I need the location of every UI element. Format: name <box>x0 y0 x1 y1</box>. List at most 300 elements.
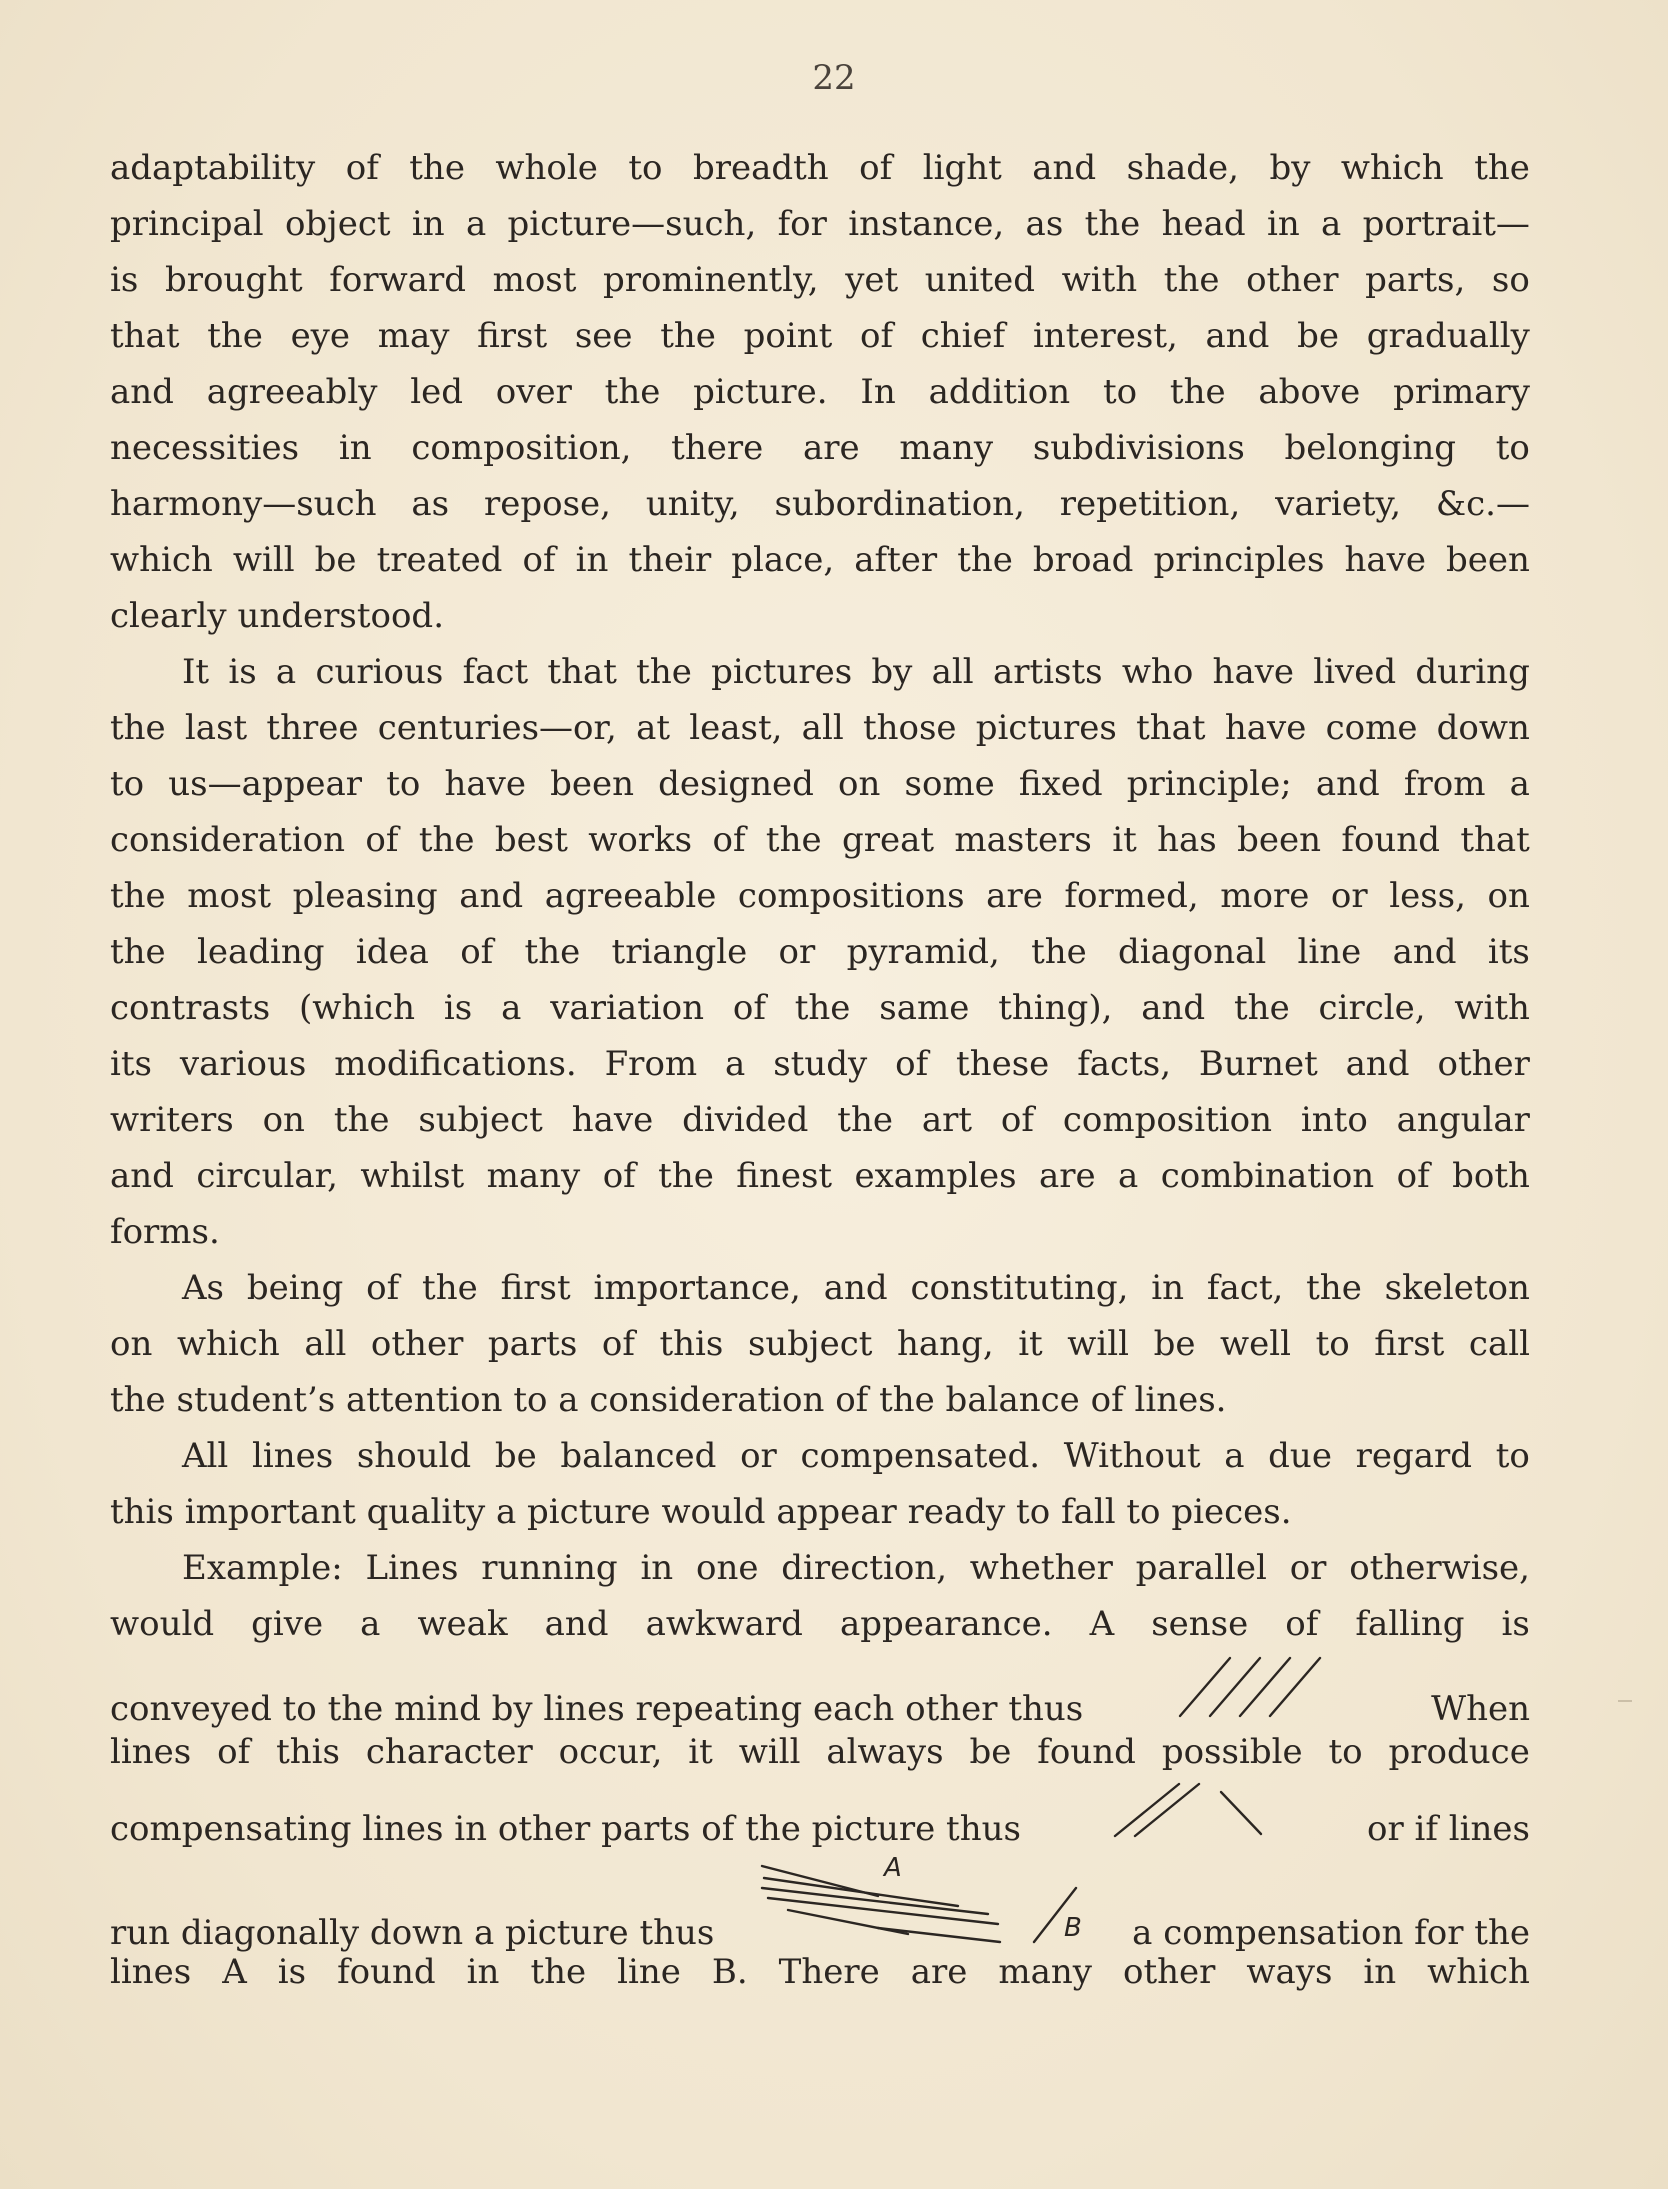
word: balanced <box>560 1436 717 1476</box>
word: the <box>636 652 692 692</box>
word: it <box>1112 820 1137 860</box>
word: due <box>1268 1436 1332 1476</box>
figure-line-diagonal <box>110 1852 1530 1953</box>
word: this <box>276 1732 340 1772</box>
text-segment: a compensation for the <box>1132 1913 1530 1953</box>
word: principles <box>1153 540 1325 580</box>
word: of <box>1285 1604 1319 1644</box>
word: a <box>725 1044 746 1084</box>
word: the <box>530 1952 587 1992</box>
text-line <box>110 476 1530 532</box>
word: fact <box>462 652 529 692</box>
word: a <box>1118 1156 1139 1196</box>
word: is <box>277 1952 307 1992</box>
word: the <box>110 708 166 748</box>
text-line <box>110 700 1530 756</box>
word: finest <box>736 1156 833 1196</box>
word: art <box>921 1100 973 1140</box>
word: subordination, <box>774 484 1025 524</box>
word: it <box>1018 1324 1043 1364</box>
word: belonging <box>1284 428 1456 468</box>
word: see <box>574 316 633 356</box>
word: idea <box>355 932 429 972</box>
word: and <box>1345 1044 1410 1084</box>
word: in <box>640 1548 674 1588</box>
word: the <box>1169 372 1226 412</box>
word: of <box>345 148 379 188</box>
word: is <box>1501 1604 1530 1644</box>
word: awkward <box>645 1604 803 1644</box>
word: of <box>365 820 399 860</box>
word: some <box>904 764 995 804</box>
word: of <box>859 148 893 188</box>
text-line <box>110 1260 1530 1316</box>
word: that <box>110 316 180 356</box>
text-line <box>110 1316 1530 1372</box>
word: many <box>899 428 994 468</box>
word: to <box>1102 372 1138 412</box>
word: character <box>365 1732 533 1772</box>
word: the <box>110 876 166 916</box>
word: or <box>1330 876 1368 916</box>
word: other <box>1122 1952 1216 1992</box>
word: subject <box>418 1100 543 1140</box>
word: of <box>712 820 746 860</box>
word: unity, <box>645 484 740 524</box>
word: always <box>826 1732 944 1772</box>
text-segment: run diagonally down a picture thus <box>110 1913 715 1953</box>
word: composition, <box>411 428 632 468</box>
word: Example: <box>182 1548 343 1588</box>
word: one <box>695 1548 759 1588</box>
word: so <box>1491 260 1530 300</box>
word: breadth <box>692 148 829 188</box>
word: direction, <box>781 1548 948 1588</box>
word: It <box>182 652 210 692</box>
word: other <box>1246 260 1339 300</box>
word: All <box>182 1436 229 1476</box>
word: been <box>1237 820 1321 860</box>
word: a <box>465 204 487 244</box>
word: a <box>1321 204 1342 244</box>
word: the <box>524 932 581 972</box>
word: the <box>207 316 263 356</box>
word: agreeably <box>206 372 378 412</box>
word: whether <box>969 1548 1113 1588</box>
word: found <box>1341 820 1440 860</box>
word: of <box>366 1268 400 1308</box>
word: in <box>411 204 445 244</box>
word: variation <box>550 988 704 1028</box>
text-line <box>110 532 1530 588</box>
word: head <box>1161 204 1246 244</box>
word: call <box>1468 1324 1530 1364</box>
word: various <box>179 1044 307 1084</box>
word: the <box>660 316 716 356</box>
word: variety, <box>1275 484 1402 524</box>
word: the <box>765 820 822 860</box>
word: subdivisions <box>1032 428 1245 468</box>
word: have <box>1344 540 1426 580</box>
word: of <box>1396 1156 1430 1196</box>
word: masters <box>954 820 1092 860</box>
word: the <box>1031 932 1087 972</box>
word: other <box>1437 1044 1530 1084</box>
word: the <box>333 1100 390 1140</box>
word: A <box>1089 1604 1115 1644</box>
word: of <box>217 1732 251 1772</box>
text-line <box>110 364 1530 420</box>
word: whilst <box>360 1156 465 1196</box>
word: or <box>740 1436 777 1476</box>
word: the <box>1163 260 1220 300</box>
word: to <box>386 764 421 804</box>
word: this <box>659 1324 724 1364</box>
word: a <box>1509 764 1530 804</box>
word: or <box>1289 1548 1327 1588</box>
word: best <box>494 820 568 860</box>
word: pictures <box>711 652 853 692</box>
word: have <box>1212 652 1295 692</box>
word: should <box>356 1436 472 1476</box>
word: most <box>492 260 577 300</box>
word: object <box>284 204 391 244</box>
text-line <box>110 1428 1530 1484</box>
word: eye <box>290 316 351 356</box>
word: examples <box>854 1156 1017 1196</box>
word: as <box>1025 204 1064 244</box>
word: the <box>604 372 661 412</box>
word: and <box>459 876 524 916</box>
word: possible <box>1161 1732 1303 1772</box>
paragraph-lines <box>110 140 1530 1652</box>
word: a <box>360 1604 381 1644</box>
word: which <box>110 540 213 580</box>
word: be <box>1153 1324 1196 1364</box>
word: principle; <box>1126 764 1292 804</box>
word: picture—such, <box>507 204 757 244</box>
word: been <box>1446 540 1530 580</box>
word: in <box>1363 1952 1397 1992</box>
word: In <box>860 372 896 412</box>
word: thing), <box>998 988 1113 1028</box>
word: Without <box>1063 1436 1201 1476</box>
word: as <box>411 484 450 524</box>
word: least, <box>689 708 783 748</box>
word: which <box>1340 148 1444 188</box>
word: (which <box>299 988 416 1028</box>
word: would <box>110 1604 215 1644</box>
word: are <box>1038 1156 1096 1196</box>
word: to <box>1315 1324 1350 1364</box>
word: first <box>500 1268 571 1308</box>
word: many <box>486 1156 581 1196</box>
word: united <box>924 260 1036 300</box>
text-line <box>110 1036 1530 1092</box>
word: of <box>732 988 766 1028</box>
word: three <box>266 708 359 748</box>
word: by <box>871 652 913 692</box>
text-segment: conveyed to the mind by lines repeating each other thus <box>110 1689 1084 1729</box>
word: the <box>409 148 465 188</box>
word: are <box>803 428 860 468</box>
text-line <box>110 1540 1530 1596</box>
word: who <box>1121 652 1194 692</box>
parallel-lines-figure <box>1172 1652 1342 1720</box>
margin-mark <box>1618 1700 1632 1702</box>
word: the <box>418 820 475 860</box>
word: triangle <box>611 932 748 972</box>
word: in <box>575 540 609 580</box>
word: and <box>544 1604 609 1644</box>
word: lines <box>110 1732 192 1772</box>
word: writers <box>110 1100 234 1140</box>
word: the <box>837 1100 893 1140</box>
word: pictures <box>975 708 1117 748</box>
word: running <box>481 1548 618 1588</box>
text-line <box>110 1596 1530 1652</box>
word: whole <box>495 148 598 188</box>
word: lines <box>110 1952 192 1992</box>
word: have <box>1224 708 1307 748</box>
word: be <box>969 1732 1012 1772</box>
word: a <box>275 652 297 692</box>
word: less, <box>1389 876 1466 916</box>
word: it <box>688 1732 713 1772</box>
word: or <box>778 932 816 972</box>
word: us—appear <box>168 764 363 804</box>
word: &c.— <box>1435 484 1530 524</box>
word: gradually <box>1366 316 1530 356</box>
text-line: the student’s attention to a consideration of the balance of lines. <box>110 1380 1227 1420</box>
word: chief <box>920 316 1006 356</box>
text-line <box>110 1148 1530 1204</box>
word: occur, <box>558 1732 663 1772</box>
word: will <box>1067 1324 1130 1364</box>
word: the <box>110 932 166 972</box>
word: been <box>550 764 634 804</box>
word: well <box>1220 1324 1292 1364</box>
diagonal-lines-figure <box>758 1852 1088 1944</box>
text-line: this important quality a picture would appear ready to fall to pieces. <box>110 1492 1292 1532</box>
word: compensated. <box>800 1436 1041 1476</box>
text-segment: compensating lines in other parts of the picture thus <box>110 1809 1021 1849</box>
word: There <box>778 1952 880 1992</box>
word: of <box>522 540 556 580</box>
word: last <box>184 708 248 748</box>
word: same <box>879 988 970 1028</box>
word: come <box>1325 708 1418 748</box>
word: the <box>1474 148 1530 188</box>
word: formed, <box>1064 876 1199 916</box>
word: all <box>801 708 844 748</box>
word: necessities <box>110 428 300 468</box>
word: on <box>1487 876 1530 916</box>
word: ways <box>1246 1952 1333 1992</box>
text-line: clearly understood. <box>110 596 445 636</box>
word: place, <box>731 540 835 580</box>
word: above <box>1258 372 1361 412</box>
word: found <box>1037 1732 1136 1772</box>
word: its <box>1487 932 1530 972</box>
word: a <box>1224 1436 1245 1476</box>
word: light <box>922 148 1002 188</box>
word: portrait— <box>1362 204 1530 244</box>
word: its <box>110 1044 152 1084</box>
word: the <box>658 1156 714 1196</box>
word: agreeable <box>544 876 717 916</box>
word: more <box>1220 876 1310 916</box>
word: to <box>1495 1436 1530 1476</box>
word: leading <box>196 932 325 972</box>
word: of <box>859 316 894 356</box>
word: of <box>460 932 494 972</box>
word: to <box>110 764 145 804</box>
word: from <box>1403 764 1486 804</box>
word: and <box>110 372 174 412</box>
word: first <box>477 316 548 356</box>
word: appearance. <box>839 1604 1053 1644</box>
word: led <box>410 372 463 412</box>
word: their <box>628 540 712 580</box>
text-line <box>110 140 1530 196</box>
word: on <box>110 1324 153 1364</box>
word: Burnet <box>1198 1044 1318 1084</box>
text-line <box>110 252 1530 308</box>
word: otherwise, <box>1349 1548 1530 1588</box>
text-line <box>110 644 1530 700</box>
word: broad <box>1032 540 1134 580</box>
word: importance, <box>593 1268 801 1308</box>
word: skeleton <box>1384 1268 1530 1308</box>
word: on <box>262 1100 305 1140</box>
word: and <box>110 1156 174 1196</box>
word: As <box>182 1268 225 1308</box>
word: works <box>588 820 693 860</box>
word: adaptability <box>110 148 316 188</box>
word: which <box>176 1324 280 1364</box>
word: composition <box>1062 1100 1273 1140</box>
word: constituting, <box>910 1268 1129 1308</box>
word: the <box>957 540 1013 580</box>
word: over <box>495 372 572 412</box>
word: with <box>1061 260 1138 300</box>
word: is <box>443 988 473 1028</box>
word: during <box>1415 652 1530 692</box>
word: to <box>1328 1732 1363 1772</box>
word: all <box>931 652 974 692</box>
word: A <box>222 1952 247 1992</box>
text-segment: or if lines <box>1366 1809 1530 1849</box>
word: of <box>1000 1100 1034 1140</box>
word: From <box>604 1044 698 1084</box>
word: has <box>1157 820 1217 860</box>
word: is <box>228 652 257 692</box>
word: in <box>1151 1268 1185 1308</box>
word: point <box>743 316 833 356</box>
text-line <box>110 812 1530 868</box>
word: weak <box>417 1604 508 1644</box>
word: instance, <box>848 204 1005 244</box>
word: for <box>777 204 827 244</box>
word: forward <box>329 260 466 300</box>
word: and <box>1032 148 1097 188</box>
word: at <box>636 708 671 748</box>
word: there <box>671 428 764 468</box>
word: contrasts <box>110 988 271 1028</box>
word: that <box>1136 708 1206 748</box>
word: to <box>628 148 663 188</box>
word: artists <box>992 652 1103 692</box>
word: fixed <box>1018 764 1103 804</box>
word: hang, <box>896 1324 994 1364</box>
text-line <box>110 980 1530 1036</box>
text-line <box>110 1092 1530 1148</box>
text-line <box>110 924 1530 980</box>
word: principal <box>110 204 264 244</box>
word: parts <box>487 1324 578 1364</box>
word: repose, <box>483 484 611 524</box>
word: and <box>823 1268 888 1308</box>
word: down <box>1436 708 1530 748</box>
word: that <box>1460 820 1530 860</box>
word: interest, <box>1032 316 1178 356</box>
word: be <box>1297 316 1339 356</box>
word: many <box>998 1952 1092 1992</box>
word: most <box>187 876 272 916</box>
word: study <box>773 1044 868 1084</box>
word: picture. <box>693 372 828 412</box>
word: curious <box>315 652 444 692</box>
word: are <box>986 876 1043 916</box>
word: parts, <box>1365 260 1466 300</box>
word: after <box>854 540 938 580</box>
text-line <box>110 196 1530 252</box>
word: line <box>1297 932 1362 972</box>
word: angular <box>1396 1100 1530 1140</box>
word: to <box>1495 428 1530 468</box>
word: addition <box>928 372 1071 412</box>
label-b: B <box>1064 1913 1083 1943</box>
word: of <box>602 1156 636 1196</box>
figure-line-parallel <box>110 1652 1530 1729</box>
label-a: A <box>884 1853 903 1883</box>
word: may <box>377 316 450 356</box>
word: the <box>1234 988 1290 1028</box>
word: give <box>251 1604 324 1644</box>
word: have <box>571 1100 654 1140</box>
word: with <box>1454 988 1530 1028</box>
text-segment: When <box>1431 1689 1530 1729</box>
word: the <box>794 988 851 1028</box>
word: and <box>1205 316 1270 356</box>
word: lived <box>1313 652 1397 692</box>
word: the <box>1084 204 1141 244</box>
word: be <box>314 540 357 580</box>
word: and <box>1392 932 1457 972</box>
word: circular, <box>196 1156 338 1196</box>
word: consideration <box>110 820 346 860</box>
word: on <box>838 764 881 804</box>
word: of <box>895 1044 929 1084</box>
word: diagonal <box>1118 932 1267 972</box>
word: first <box>1374 1324 1445 1364</box>
word: produce <box>1388 1732 1530 1772</box>
word: in <box>338 428 372 468</box>
word: the <box>1306 1268 1362 1308</box>
word: have <box>444 764 526 804</box>
word: brought <box>164 260 303 300</box>
